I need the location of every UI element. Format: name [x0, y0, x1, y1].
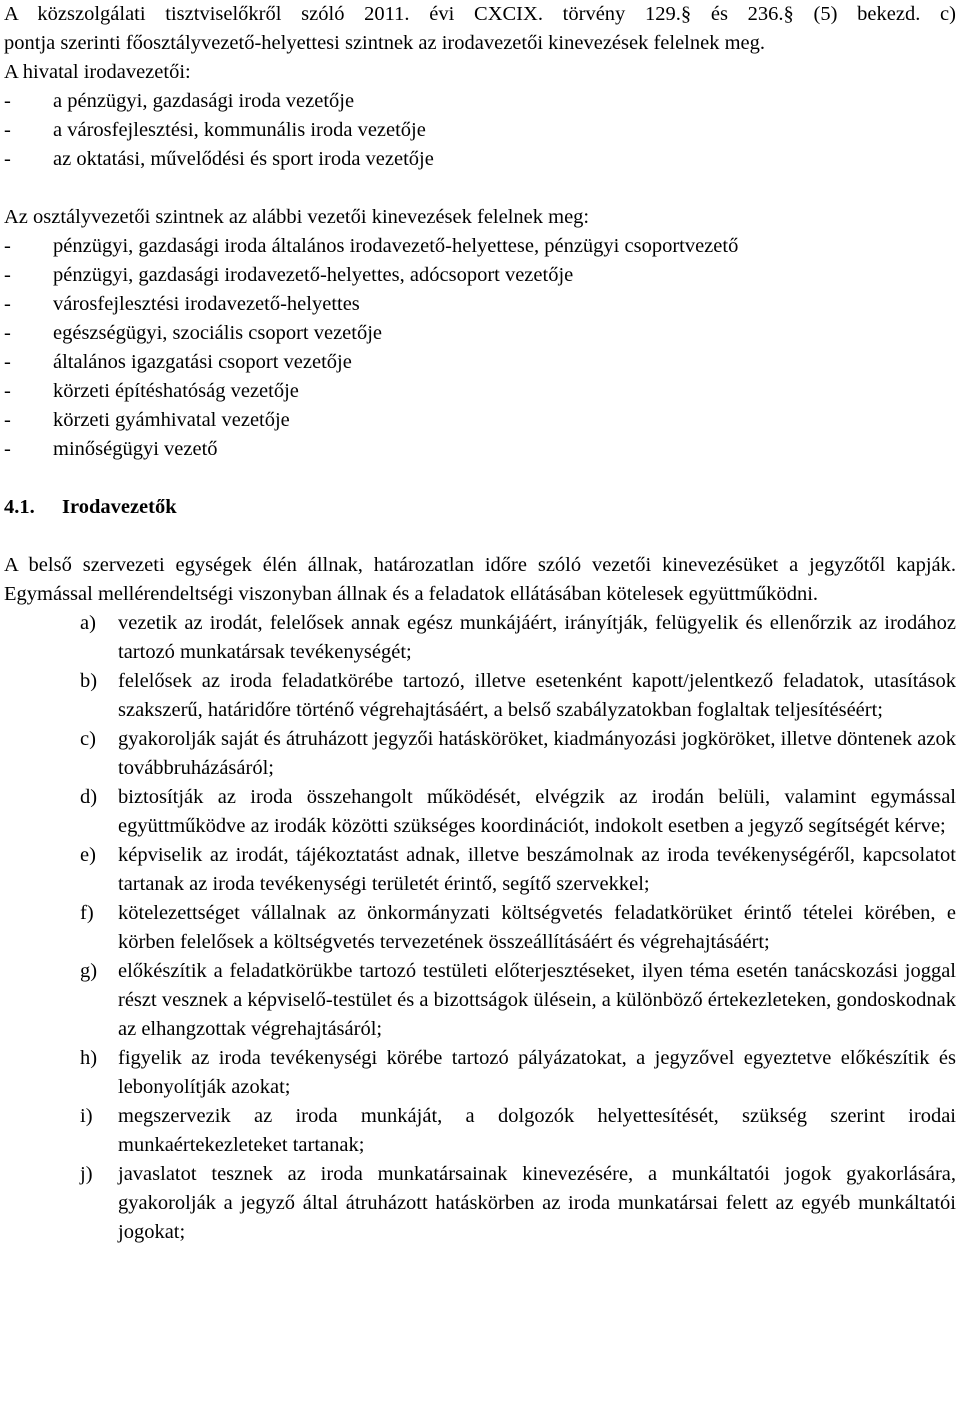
list-item [4, 348, 956, 377]
list-item [4, 319, 956, 348]
list-item [4, 290, 956, 319]
dash-bullet: - [4, 293, 11, 315]
list-item [4, 406, 956, 435]
list-item [4, 725, 956, 783]
item-letter: a) [80, 612, 96, 634]
list-item [4, 87, 956, 116]
list-item [4, 116, 956, 145]
item-text: kötelezettséget vállalnak az önkormányzati költségvetés feladatkörüket érintő tételei körében, e körben felelősek a költségvetés tervezetének összeállításáért és végrehajtásáért; [118, 902, 956, 953]
dash-bullet: - [4, 148, 11, 170]
item-text: előkészítik a feladatkörükbe tartozó testületi előterjesztéseket, ilyen téma esetén tanácskozási joggal részt vesznek a képviselő-testület és a bizottságok ülésein, a különböző értekezleteken, gondoskodnak az elhangzottak végrehajtásáról; [118, 960, 956, 1040]
spacer [4, 464, 956, 493]
list-item-text: pénzügyi, gazdasági irodavezető-helyettes, adócsoport vezetője [53, 264, 574, 286]
document-page [4, 0, 956, 1247]
list-item [4, 1160, 956, 1247]
duties-list [4, 609, 956, 1247]
dash-bullet: - [4, 322, 11, 344]
item-letter: b) [80, 670, 98, 692]
item-letter: c) [80, 728, 96, 750]
item-letter: f) [80, 902, 94, 924]
list-item-text: pénzügyi, gazdasági iroda általános irodavezető-helyettese, pénzügyi csoportvezető [53, 235, 739, 257]
section-paragraph: A belső szervezeti egységek élén állnak, határozatlan időre szóló vezetői kinevezésüket a jegyzőtől kapják. Egymással mellérendeltségi viszonyban állnak és a feladatok ellátásában kötelesek együttműködni. [4, 554, 956, 605]
item-letter: d) [80, 786, 98, 808]
spacer [4, 174, 956, 203]
list-item [4, 145, 956, 174]
osztaly-list [4, 232, 956, 464]
dash-bullet: - [4, 409, 11, 431]
list-item [4, 1044, 956, 1102]
item-text: megszervezik az iroda munkáját, a dolgozók helyettesítését, szükség szerint irodai munkaértekezleteket tartanak; [118, 1105, 956, 1156]
section-heading [4, 493, 956, 522]
item-text: felelősek az iroda feladatkörébe tartozó, illetve esetenként kapott/jelentkező feladatok, utasítások szakszerű, határidőre történő végrehajtásáért, a belső szabályzatokban foglaltak teljesítéséért; [118, 670, 956, 721]
list-item-text: körzeti építéshatóság vezetője [53, 380, 299, 402]
section-number: 4.1. [4, 496, 35, 518]
list-item [4, 1102, 956, 1160]
intro-line-1: A közszolgálati tisztviselőkről szóló 2011. évi CXCIX. törvény 129.§ és 236.§ (5) bekezd. c) [4, 3, 956, 25]
dash-bullet: - [4, 380, 11, 402]
list-item [4, 783, 956, 841]
list-item [4, 841, 956, 899]
section-title: Irodavezetők [62, 496, 177, 518]
osztaly-title: Az osztályvezetői szintnek az alábbi vezetői kinevezések felelnek meg: [4, 206, 590, 228]
dash-bullet: - [4, 235, 11, 257]
list-item [4, 261, 956, 290]
list-item-text: általános igazgatási csoport vezetője [53, 351, 352, 373]
dash-bullet: - [4, 351, 11, 373]
list-item [4, 435, 956, 464]
list-item-text: a városfejlesztési, kommunális iroda vezetője [53, 119, 426, 141]
list-item-text: a pénzügyi, gazdasági iroda vezetője [53, 90, 355, 112]
item-letter: j) [80, 1163, 93, 1185]
item-text: javaslatot tesznek az iroda munkatársainak kinevezésére, a munkáltatói jogok gyakorlására, gyakorolják a jegyző által átruházott hatáskörben az iroda munkatársai felett az egyéb munkáltatói jogokat; [118, 1163, 956, 1243]
dash-bullet: - [4, 119, 11, 141]
list-item-text: körzeti gyámhivatal vezetője [53, 409, 290, 431]
list-item [4, 899, 956, 957]
spacer [4, 522, 956, 551]
hivatal-list [4, 87, 956, 174]
list-item [4, 609, 956, 667]
item-letter: e) [80, 844, 96, 866]
item-text: vezetik az irodát, felelősek annak egész munkájáért, irányítják, felügyelik és ellenőrzik az irodához tartozó munkatársak tevékenységét; [118, 612, 956, 663]
list-item-text: egészségügyi, szociális csoport vezetője [53, 322, 383, 344]
dash-bullet: - [4, 438, 11, 460]
dash-bullet: - [4, 264, 11, 286]
item-letter: g) [80, 960, 98, 982]
item-text: biztosítják az iroda összehangolt működését, elvégzik az irodán belüli, valamint egymással együttműködve az irodák közötti szükséges koordinációt, indokolt esetben a jegyző segítségét kérve; [118, 786, 956, 837]
list-item-text: minőségügyi vezető [53, 438, 218, 460]
list-item [4, 957, 956, 1044]
intro-line-2: pontja szerinti főosztályvezető-helyettesi szintnek az irodavezetői kinevezések felelnek meg. [4, 32, 766, 54]
item-letter: i) [80, 1105, 93, 1127]
list-item-text: városfejlesztési irodavezető-helyettes [53, 293, 360, 315]
item-text: figyelik az iroda tevékenységi körébe tartozó pályázatokat, a jegyzővel egyeztetve előkészítik és lebonyolítják azokat; [118, 1047, 956, 1098]
item-letter: h) [80, 1047, 98, 1069]
list-item [4, 232, 956, 261]
item-text: képviselik az irodát, tájékoztatást adnak, illetve beszámolnak az iroda tevékenységéről, kapcsolatot tartanak az iroda tevékenységi területét érintő, segítő szervekkel; [118, 844, 956, 895]
list-item-text: az oktatási, művelődési és sport iroda vezetője [53, 148, 434, 170]
item-text: gyakorolják saját és átruházott jegyzői hatásköröket, kiadmányozási jogköröket, illetve döntenek azok továbbruházásáról; [118, 728, 956, 779]
hivatal-title: A hivatal irodavezetői: [4, 61, 191, 83]
list-item [4, 377, 956, 406]
dash-bullet: - [4, 90, 11, 112]
list-item [4, 667, 956, 725]
